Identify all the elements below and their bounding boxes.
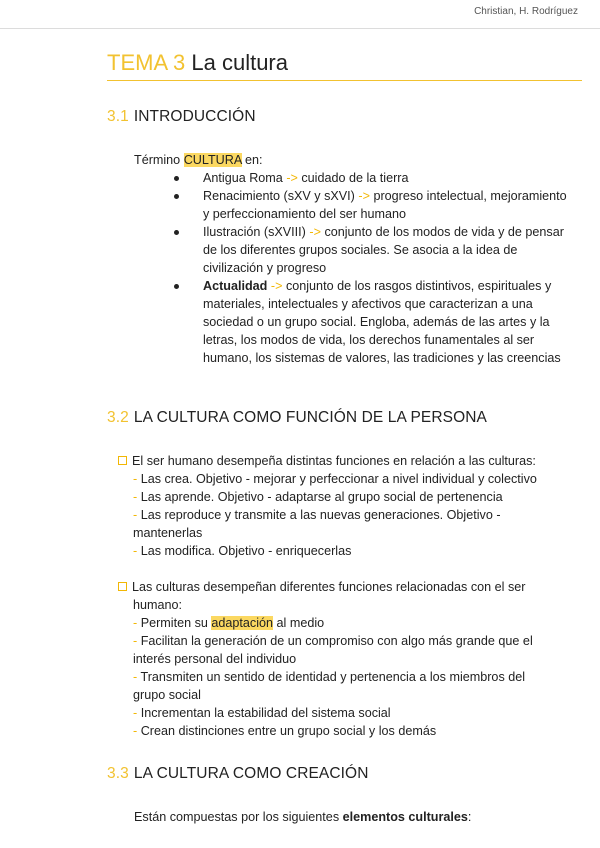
- section-number: 3.3: [107, 765, 129, 782]
- dash-icon: -: [133, 490, 138, 504]
- section-heading-introduccion: [107, 108, 256, 126]
- intro-lead-suffix: en:: [241, 153, 263, 167]
- section-title: LA CULTURA COMO FUNCIÓN DE LA PERSONA: [133, 409, 487, 426]
- item-term: Antigua Roma: [203, 171, 283, 185]
- list-item: [118, 470, 568, 488]
- item-text: Permiten su: [140, 616, 212, 630]
- author-header: Christian, H. Rodríguez: [474, 6, 578, 17]
- arrow-icon: ->: [358, 189, 370, 203]
- page-title: [107, 50, 288, 76]
- list-item-continuation: mantenerlas: [133, 526, 203, 540]
- dash-icon: -: [133, 544, 138, 558]
- item-text: Las modifica. Objetivo - enriquecerlas: [140, 544, 352, 558]
- list-item: [171, 223, 571, 277]
- title-number: TEMA 3: [107, 50, 186, 75]
- item-text: Incrementan la estabilidad del sistema social: [140, 706, 391, 720]
- section-heading-creacion: [107, 765, 369, 783]
- item-text: Las aprende. Objetivo - adaptarse al grupo social de pertenencia: [140, 490, 503, 504]
- function-block-1: [118, 452, 568, 560]
- item-text: Las reproduce y transmite a las nuevas generaciones. Objetivo -: [140, 508, 501, 522]
- dash-icon: -: [133, 634, 138, 648]
- dash-icon: -: [133, 616, 138, 630]
- item-text: Transmiten un sentido de identidad y pertenencia a los miembros del: [140, 670, 526, 684]
- list-item: [118, 632, 568, 650]
- highlight-cultura: CULTURA: [183, 153, 242, 167]
- list-item: [171, 187, 571, 223]
- block-lead-text: El ser humano desempeña distintas funciones en relación a las culturas:: [132, 454, 536, 468]
- item-desc: progreso intelectual, mejoramiento y perfeccionamiento del ser humano: [203, 189, 567, 221]
- item-text-suffix: al medio: [273, 616, 325, 630]
- item-term: Ilustración (sXVIII): [203, 225, 306, 239]
- creation-lead: [134, 808, 471, 826]
- creation-lead-suffix: :: [467, 810, 472, 824]
- square-bullet-icon: [118, 456, 127, 465]
- block-lead: [118, 452, 568, 470]
- arrow-icon: ->: [270, 279, 283, 293]
- intro-lead-text: Término: [134, 153, 184, 167]
- list-item-continuation: interés personal del individuo: [133, 652, 297, 666]
- intro-bullet-list: [171, 169, 571, 367]
- list-item: [118, 542, 568, 560]
- list-item: [118, 722, 568, 740]
- section-number: 3.2: [107, 409, 129, 426]
- item-text: Crean distinciones entre un grupo social y los demás: [140, 724, 437, 738]
- square-bullet-icon: [118, 582, 127, 591]
- title-text: La cultura: [191, 50, 288, 75]
- header-divider: [0, 28, 600, 29]
- creation-lead-bold: elementos culturales: [342, 810, 468, 824]
- highlight-adaptacion: adaptación: [211, 616, 274, 630]
- dash-icon: -: [133, 472, 138, 486]
- item-desc: conjunto de los modos de vida y de pensar de los diferentes grupos sociales. Se asocia a la idea de civilización y progreso: [203, 225, 564, 275]
- item-desc: conjunto de los rasgos distintivos, espirituales y materiales, intelectuales y afectivos que caracterizan a una sociedad o un grupo social. Engloba, además de las artes y la letras, los modos de vida, los derechos funamentales al ser humano, los sistemas de valores, las tradiciones y las creencias: [203, 279, 561, 365]
- creation-lead-text: Están compuestas por los siguientes: [134, 810, 343, 824]
- item-term: Actualidad: [203, 279, 268, 293]
- list-item: [118, 704, 568, 722]
- block-lead-text: Las culturas desempeñan diferentes funciones relacionadas con el ser: [132, 580, 526, 594]
- arrow-icon: ->: [309, 225, 321, 239]
- intro-lead: [134, 151, 263, 169]
- item-term: Renacimiento (sXV y sXVI): [203, 189, 355, 203]
- list-item: [118, 614, 568, 632]
- item-desc: cuidado de la tierra: [301, 171, 409, 185]
- block-lead-continuation: humano:: [133, 598, 183, 612]
- function-block-2: [118, 578, 568, 740]
- dash-icon: -: [133, 724, 138, 738]
- section-title: INTRODUCCIÓN: [133, 108, 256, 125]
- list-item: [118, 668, 568, 686]
- arrow-icon: ->: [286, 171, 298, 185]
- list-item: [118, 488, 568, 506]
- title-underline: [107, 80, 582, 81]
- section-heading-funcion: [107, 409, 487, 427]
- dash-icon: -: [133, 508, 138, 522]
- item-text: Las crea. Objetivo - mejorar y perfeccionar a nivel individual y colectivo: [140, 472, 537, 486]
- dash-icon: -: [133, 706, 138, 720]
- list-item: [118, 506, 568, 524]
- list-item-continuation: grupo social: [133, 688, 201, 702]
- item-text: Facilitan la generación de un compromiso con algo más grande que el: [140, 634, 533, 648]
- list-item: [171, 169, 571, 187]
- list-item: [171, 277, 571, 367]
- dash-icon: -: [133, 670, 138, 684]
- section-title: LA CULTURA COMO CREACIÓN: [133, 765, 369, 782]
- block-lead: [118, 578, 568, 596]
- section-number: 3.1: [107, 108, 129, 125]
